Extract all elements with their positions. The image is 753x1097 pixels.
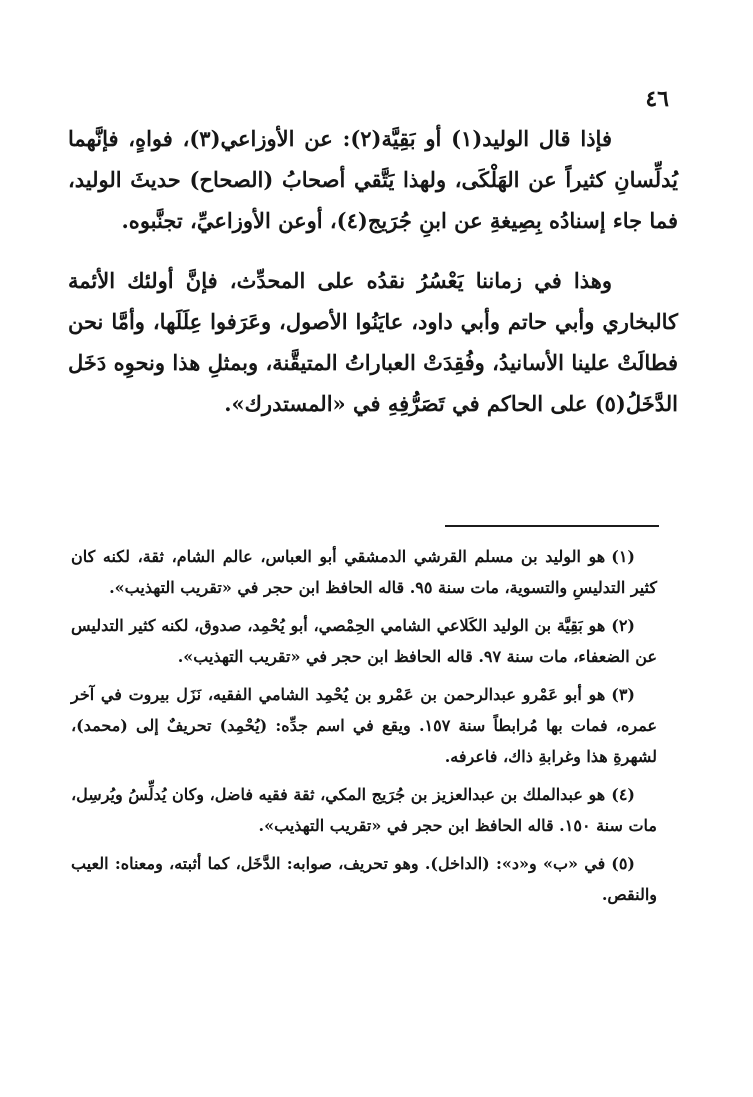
footnote-text: في «ب» و«د»: (الداخل). وهو تحريف، صوابه: الدَّخَل، كما أثبته، ومعناه: العيب والنقص. — [71, 854, 657, 904]
footnote-text: هو بَقِيَّة بن الوليد الكَلاعي الشامي الحِمْصي، أبو يُحْمِد، صدوق، لكنه كثير التدليس عن الضعفاء، مات سنة ٩٧. قاله الحافظ ابن حجر في «تقريب التهذيب». — [71, 616, 657, 666]
footnote-marker: (٥) — [611, 854, 635, 873]
footnote-text: هو أبو عَمْرو عبدالرحمن بن عَمْرو بن يُحْمِد الشامي الفقيه، نَزَل بيروت في آخر عمره، فمات بها مُرابطاً سنة ١٥٧. ويقع في اسم جدِّه: (يُحْمِد) تحريفٌ إلى (محمد)، لشهرةِ هذا وغرابةِ ذاك، فاعرفه. — [71, 685, 658, 766]
footnotes — [71, 541, 657, 917]
paragraph-1: فإذا قال الوليد(١) أو بَقِيَّة(٢): عن الأوزاعي(٣)، فواهٍ، فإنَّهما يُدلِّسانِ كثيراً عن الهَلْكَى، ولهذا يَتَّقي أصحابُ (الصحاح) حديثَ الوليد، فما جاء إسنادُه بِصِيغةِ عن ابنِ جُرَيج(٤)، أوعن الأوزاعيِّ، تجنَّبوه. — [68, 126, 678, 233]
footnote-marker: (٢) — [611, 616, 635, 635]
footnote-separator — [445, 525, 659, 527]
paragraph-2: وهذا في زماننا يَعْسُرُ نقدُه على المحدِّث، فإنَّ أولئك الأئمة كالبخاري وأبي حاتم وأبي داود، عايَنُوا الأصول، وعَرَفوا عِلَلَها، وأمَّا نحن فطالَتْ علينا الأسانيدُ، وفُقِدَتْ العباراتُ المتيقَّنة، وبمثلِ هذا ونحوِه دَخَل الدَّخَلُ(٥) على الحاكم في تَصَرُّفِهِ في «المستدرك». — [68, 268, 678, 416]
footnote-marker: (١) — [611, 547, 635, 566]
footnote-2 — [71, 610, 657, 672]
page-number: ٤٦ — [645, 86, 669, 112]
footnote-3 — [71, 679, 657, 772]
footnote-marker: (٣) — [611, 685, 635, 704]
footnote-text: هو الوليد بن مسلم القرشي الدمشقي أبو العباس، عالم الشام، ثقة، لكنه كان كثير التدليسِ والتسوية، مات سنة ٩٥. قاله الحافظ ابن حجر في «تقريب التهذيب». — [71, 547, 657, 597]
main-text — [68, 118, 678, 424]
footnote-text: هو عبدالملك بن عبدالعزيز بن جُرَيج المكي، ثقة فقيه فاضل، وكان يُدلِّسُ ويُرسِل، مات سنة ١٥٠. قاله الحافظ ابن حجر في «تقريب التهذيب». — [71, 785, 657, 835]
footnote-marker: (٤) — [611, 785, 635, 804]
footnote-1 — [71, 541, 657, 603]
footnote-5 — [71, 848, 657, 910]
footnote-4 — [71, 779, 657, 841]
